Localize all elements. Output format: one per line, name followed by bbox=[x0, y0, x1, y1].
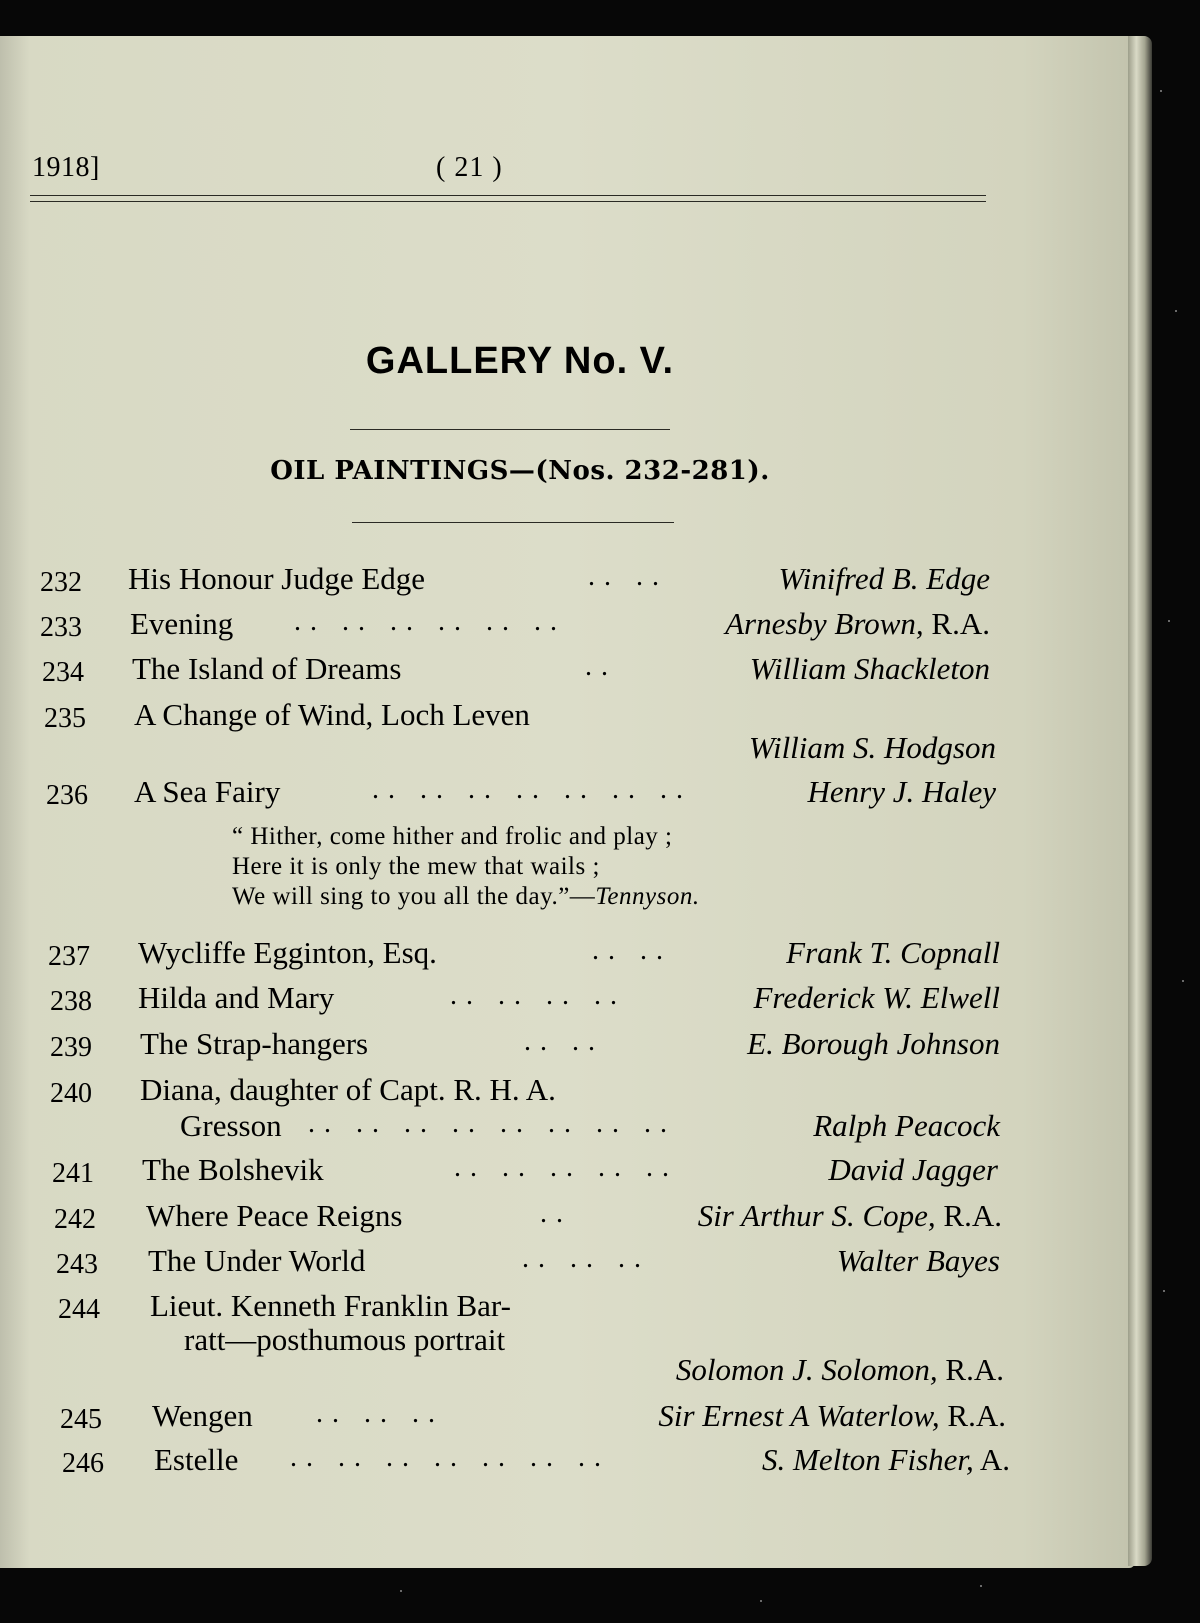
entry-title: The Under World bbox=[148, 1243, 366, 1278]
entry-title: Lieut. Kenneth Franklin Bar- bbox=[150, 1288, 511, 1323]
entry-number: 235 bbox=[44, 703, 86, 734]
header-page-number: ( 21 ) bbox=[436, 152, 503, 183]
background-speck bbox=[980, 1585, 982, 1587]
entry-number: 239 bbox=[50, 1032, 92, 1063]
divider-rule bbox=[352, 522, 674, 523]
entry-artist bbox=[808, 774, 997, 810]
header-rule bbox=[30, 201, 986, 202]
artist-suffix: A. bbox=[979, 1442, 1010, 1477]
entry-leader-dots: .. .. .. .. bbox=[450, 980, 626, 1011]
entry-artist bbox=[725, 606, 990, 642]
catalogue-entry-continued bbox=[0, 1352, 1004, 1392]
entry-leader-dots: .. .. .. .. .. .. .. bbox=[290, 1442, 610, 1473]
artist-name: Walter Bayes bbox=[836, 1243, 1000, 1278]
artist-name: Frank T. Copnall bbox=[786, 935, 1000, 970]
background-speck bbox=[1163, 1290, 1165, 1292]
entry-artist bbox=[749, 730, 996, 766]
artist-name: Solomon J. Solomon, bbox=[675, 1352, 938, 1387]
section-title: OIL PAINTINGS—(Nos. 232-281). bbox=[270, 456, 770, 486]
catalogue-entry bbox=[0, 561, 1000, 601]
header-year: 1918] bbox=[32, 152, 100, 183]
background-speck bbox=[400, 1590, 402, 1592]
catalogue-entry-continued bbox=[0, 1108, 1000, 1148]
entry-title: Hilda and Mary bbox=[138, 980, 335, 1015]
entry-number: 243 bbox=[56, 1249, 98, 1280]
entry-number: 237 bbox=[48, 941, 90, 972]
quote-line: Here it is only the mew that wails ; bbox=[232, 853, 600, 880]
catalogue-entry bbox=[0, 1398, 1006, 1438]
background-speck bbox=[1175, 310, 1177, 312]
entry-leader-dots: .. .. .. .. .. .. .. .. bbox=[308, 1108, 676, 1139]
entry-leader-dots: .. .. .. .. .. bbox=[454, 1152, 678, 1183]
artist-name: David Jagger bbox=[828, 1152, 998, 1187]
entry-artist bbox=[658, 1398, 1006, 1434]
entry-number: 246 bbox=[62, 1448, 104, 1479]
entry-title: Wycliffe Egginton, Esq. bbox=[138, 935, 437, 970]
artist-name: Arnesby Brown, bbox=[725, 606, 924, 641]
entry-title: Where Peace Reigns bbox=[146, 1198, 403, 1233]
entry-leader-dots: .. .. bbox=[588, 561, 668, 592]
entry-number: 233 bbox=[40, 612, 82, 643]
catalogue-entry bbox=[0, 980, 1000, 1020]
background-speck bbox=[1182, 980, 1184, 982]
artist-name: Sir Ernest A Waterlow, bbox=[658, 1398, 940, 1433]
catalogue-entry bbox=[0, 1198, 1000, 1238]
artist-name: Ralph Peacock bbox=[813, 1108, 1000, 1143]
entry-leader-dots: .. .. .. bbox=[522, 1243, 650, 1274]
artist-suffix: R.A. bbox=[943, 1198, 1002, 1233]
catalogue-entry bbox=[0, 1026, 1000, 1066]
quote-attribution: Tennyson. bbox=[595, 883, 700, 910]
entry-number: 238 bbox=[50, 986, 92, 1017]
background-speck bbox=[1168, 620, 1170, 622]
entry-artist bbox=[753, 980, 1000, 1016]
catalogue-entry bbox=[0, 651, 1000, 691]
catalogue-entry bbox=[0, 1243, 1000, 1283]
artist-suffix: R.A. bbox=[947, 1398, 1006, 1433]
artist-name: Henry J. Haley bbox=[807, 774, 996, 809]
entry-leader-dots: .. .. .. .. .. .. .. bbox=[372, 774, 692, 805]
catalogue-entry bbox=[0, 1072, 1000, 1112]
divider-rule bbox=[350, 429, 670, 430]
entry-title: Wengen bbox=[152, 1398, 253, 1433]
artist-name: Frederick W. Elwell bbox=[753, 980, 1000, 1015]
artist-name: E. Borough Johnson bbox=[747, 1026, 1000, 1061]
entry-number: 232 bbox=[40, 567, 82, 598]
entry-number: 244 bbox=[58, 1294, 100, 1325]
entry-number: 234 bbox=[42, 657, 84, 688]
entry-number: 242 bbox=[54, 1204, 96, 1235]
entry-artist bbox=[762, 1442, 1010, 1478]
artist-name: S. Melton Fisher, bbox=[762, 1442, 974, 1477]
entry-leader-dots: .. .. bbox=[592, 935, 672, 966]
entry-leader-dots: .. .. .. .. .. .. bbox=[294, 606, 566, 637]
entry-artist bbox=[747, 1026, 1000, 1062]
artist-name: Sir Arthur S. Cope, bbox=[697, 1198, 936, 1233]
entry-title: A Sea Fairy bbox=[134, 774, 281, 809]
entry-artist bbox=[698, 1198, 1002, 1234]
entry-artist bbox=[837, 1243, 1000, 1279]
entry-title-continued: Gresson bbox=[180, 1108, 282, 1143]
artist-name: Winifred B. Edge bbox=[778, 561, 990, 596]
artist-name: William Shackleton bbox=[749, 651, 990, 686]
entry-title-continued: ratt—posthumous portrait bbox=[184, 1322, 506, 1357]
entry-artist bbox=[813, 1108, 1000, 1144]
entry-artist bbox=[676, 1352, 1004, 1388]
catalogue-entry bbox=[0, 1442, 1010, 1482]
quote-text: We will sing to you all the day.”— bbox=[232, 883, 596, 910]
header-rule bbox=[30, 195, 986, 196]
entry-title: His Honour Judge Edge bbox=[128, 561, 426, 596]
entry-artist bbox=[786, 935, 1000, 971]
quote-line bbox=[232, 882, 700, 912]
catalogue-entry-continued bbox=[0, 730, 1000, 770]
catalogue-entry bbox=[0, 1152, 1000, 1192]
catalogue-entry bbox=[0, 774, 1000, 814]
entry-title: A Change of Wind, Loch Leven bbox=[134, 697, 530, 732]
entry-artist bbox=[828, 1152, 998, 1188]
gallery-title: GALLERY No. V. bbox=[365, 340, 675, 382]
entry-leader-dots: .. .. .. bbox=[316, 1398, 444, 1429]
catalogue-entry bbox=[0, 935, 1000, 975]
entry-title: Estelle bbox=[154, 1442, 239, 1477]
entry-title: The Island of Dreams bbox=[132, 651, 402, 686]
entry-number: 245 bbox=[60, 1404, 102, 1435]
entry-title: The Strap-hangers bbox=[140, 1026, 369, 1061]
artist-suffix: R.A. bbox=[931, 606, 990, 641]
entry-number: 241 bbox=[52, 1158, 94, 1189]
background-speck bbox=[1160, 90, 1162, 92]
entry-leader-dots: .. .. bbox=[524, 1026, 604, 1057]
background-speck bbox=[760, 1600, 762, 1602]
entry-title: Diana, daughter of Capt. R. H. A. bbox=[140, 1072, 556, 1107]
page-edge bbox=[1128, 36, 1152, 1566]
entry-artist bbox=[778, 561, 990, 597]
catalogue-entry bbox=[0, 606, 1000, 646]
artist-suffix: R.A. bbox=[945, 1352, 1004, 1387]
entry-number: 240 bbox=[50, 1078, 92, 1109]
entry-leader-dots: .. bbox=[585, 651, 617, 682]
entry-title: Evening bbox=[130, 606, 234, 641]
quote-line: “ Hither, come hither and frolic and play ; bbox=[232, 823, 673, 850]
artist-name: William S. Hodgson bbox=[748, 730, 996, 765]
entry-leader-dots: .. bbox=[540, 1198, 572, 1229]
entry-artist bbox=[750, 651, 990, 687]
entry-number: 236 bbox=[46, 780, 88, 811]
entry-title: The Bolshevik bbox=[142, 1152, 324, 1187]
